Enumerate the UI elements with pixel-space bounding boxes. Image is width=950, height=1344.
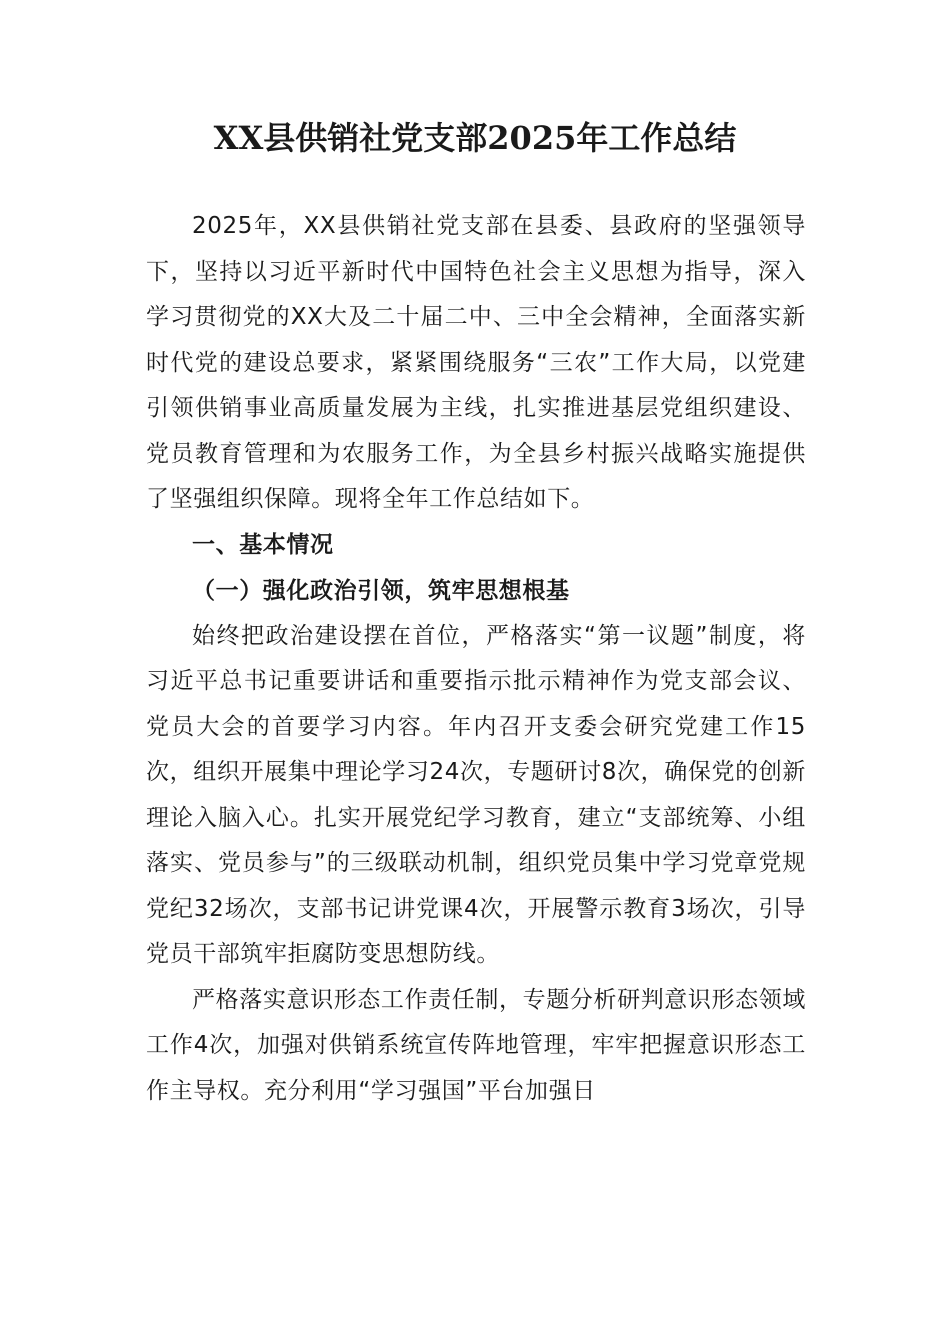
subsection-heading-political-leadership: （一）强化政治引领，筑牢思想根基: [192, 577, 570, 604]
paragraph-political-building: 始终把政治建设摆在首位，严格落实“第一议题”制度，将习近平总书记重要讲话和重要指示批示精神作为党支部会议、党员大会的首要学习内容。年内召开支委会研究党建工作15次，组织开展集中理论学习24次，专题研讨8次，确保党的创新理论入脑入心。扎实开展党纪学习教育，建立“支部统筹、小组落实、党员参与”的三级联动机制，组织党员集中学习党章党规党纪32场次，支部书记讲党课4次，开展警示教育3场次，引导党员干部筑牢拒腐防变思想防线。: [146, 622, 806, 967]
document-title: XX县供销社党支部2025年工作总结: [213, 119, 737, 157]
intro-paragraph: 2025年，XX县供销社党支部在县委、县政府的坚强领导下，坚持以习近平新时代中国特色社会主义思想为指导，深入学习贯彻党的XX大及二十届二中、三中全会精神，全面落实新时代党的建设总要求，紧紧围绕服务“三农”工作大局，以党建引领供销事业高质量发展为主线，扎实推进基层党组织建设、党员教育管理和为农服务工作，为全县乡村振兴战略实施提供了坚强组织保障。现将全年工作总结如下。: [146, 213, 806, 512]
paragraph-ideology-work: 严格落实意识形态工作责任制，专题分析研判意识形态领域工作4次，加强对供销系统宣传阵地管理，牢牢把握意识形态工作主导权。充分利用“学习强国”平台加强日: [146, 986, 806, 1104]
document-body: [146, 204, 806, 1114]
section-heading-basic-situation: 一、基本情况: [192, 531, 334, 558]
